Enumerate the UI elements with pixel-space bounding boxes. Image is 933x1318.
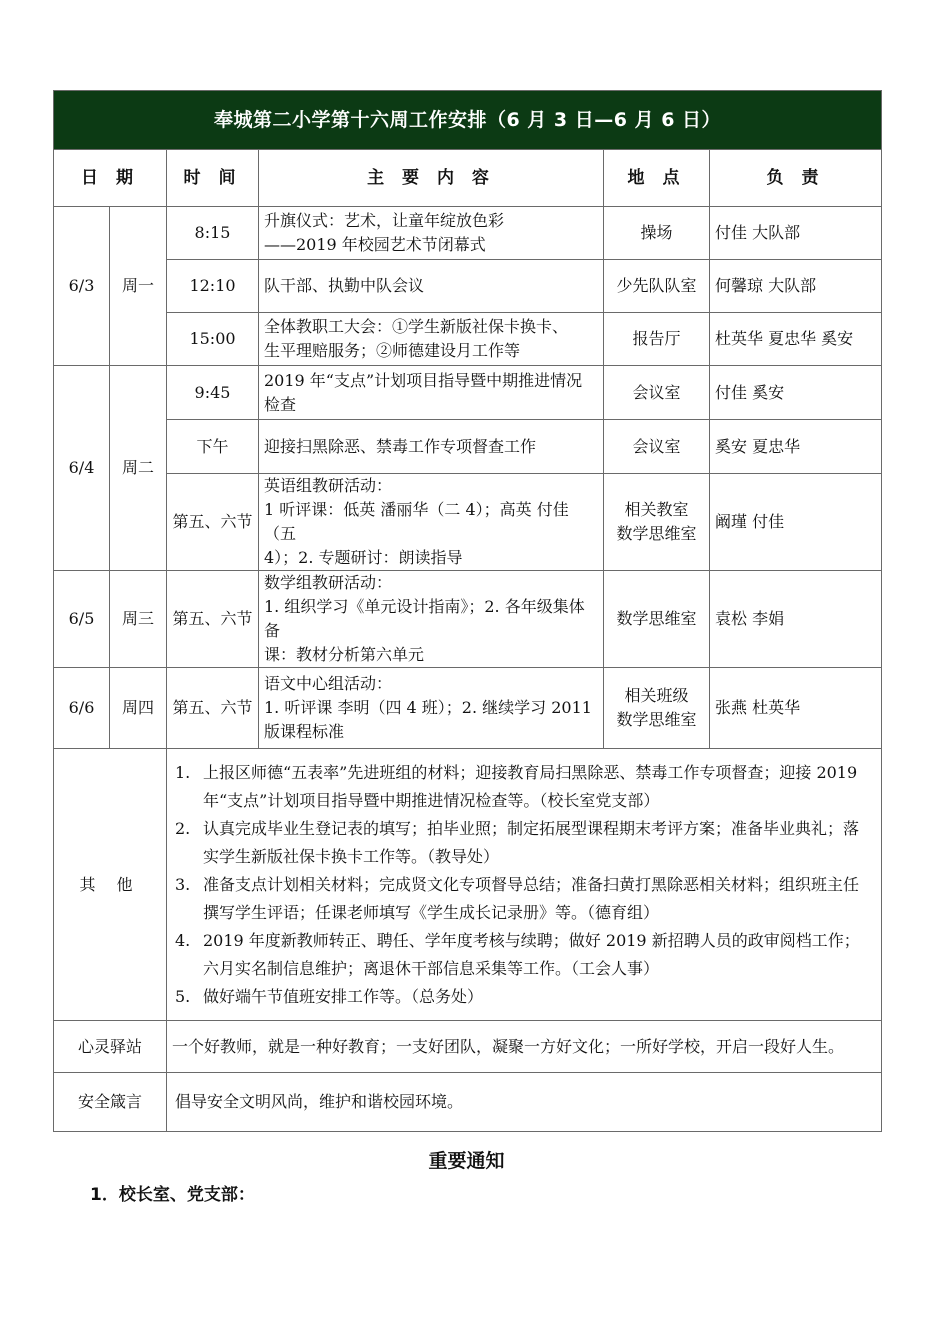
date-cell: 6/6 [54,668,110,749]
table-row [54,207,882,260]
content-cell: 升旗仪式：艺术，让童年绽放色彩 ——2019 年校园艺术节闭幕式 [259,207,604,260]
place-cell: 相关班级 数学思维室 [604,668,710,749]
place-cell: 操场 [604,207,710,260]
list-item: 2. 认真完成毕业生登记表的填写；拍毕业照；制定拓展型课程期末考评方案；准备毕业典礼；落实学生新版社保卡换卡工作等。（教导处） [175,818,860,866]
other-row [54,749,882,1021]
list-item: 5. 做好端午节值班安排工作等。（总务处） [175,986,484,1006]
table-row [54,366,882,420]
owner-cell: 张燕 杜英华 [710,668,882,749]
content-cell: 全体教职工大会：①学生新版社保卡换卡、 生平理赔服务；②师德建设月工作等 [259,313,604,366]
owner-cell: 付佳 奚安 [710,366,882,420]
date-cell: 6/3 [54,207,110,366]
content-cell: 语文中心组活动： 1. 听评课 李明（四 4 班）；2. 继续学习 2011 版课程标准 [259,668,604,749]
schedule-table [53,90,882,1132]
time-cell: 8:15 [167,207,259,260]
owner-cell: 付佳 大队部 [710,207,882,260]
place-cell: 相关教室 数学思维室 [604,474,710,571]
table-row [54,420,882,474]
table-row [54,313,882,366]
table-row [54,474,882,571]
owner-cell: 奚安 夏忠华 [710,420,882,474]
place-cell: 报告厅 [604,313,710,366]
time-cell: 第五、六节 [167,668,259,749]
time-cell: 第五、六节 [167,474,259,571]
weekday-cell: 周三 [110,571,167,668]
time-cell: 第五、六节 [167,571,259,668]
header-place: 地 点 [604,150,710,207]
date-cell: 6/4 [54,366,110,571]
owner-cell: 阚瑾 付佳 [710,474,882,571]
header-date: 日 期 [54,150,167,207]
header-owner: 负 责 [710,150,882,207]
heart-text: 一个好教师，就是一种好教育；一支好团队，凝聚一方好文化；一所好学校，开启一段好人生。 [167,1021,882,1073]
weekday-cell: 周四 [110,668,167,749]
content-cell: 2019 年“支点”计划项目指导暨中期推进情况 检查 [259,366,604,420]
place-cell: 数学思维室 [604,571,710,668]
date-cell: 6/5 [54,571,110,668]
safety-row [54,1073,882,1132]
other-content [167,749,882,1021]
notice-title: 重要通知 [428,1150,505,1172]
time-cell: 12:10 [167,260,259,313]
owner-cell: 何馨琼 大队部 [710,260,882,313]
notice-item: 1．校长室、党支部： [90,1185,255,1205]
header-row [54,150,882,207]
heart-label: 心灵驿站 [54,1021,167,1073]
place-cell: 会议室 [604,366,710,420]
content-cell: 数学组教研活动： 1. 组织学习《单元设计指南》；2. 各年级集体备 课：教材分析第六单元 [259,571,604,668]
weekday-cell: 周二 [110,366,167,571]
weekday-cell: 周一 [110,207,167,366]
content-cell: 队干部、执勤中队会议 [259,260,604,313]
page-title: 奉城第二小学第十六周工作安排（6 月 3 日—6 月 6 日） [54,91,882,150]
place-cell: 会议室 [604,420,710,474]
table-row [54,260,882,313]
list-item: 4. 2019 年度新教师转正、聘任、学年度考核与续聘；做好 2019 新招聘人员的政审阅档工作；六月实名制信息维护；离退休干部信息采集等工作。（工会人事） [175,930,860,978]
owner-cell: 袁松 李娟 [710,571,882,668]
list-item: 3. 准备支点计划相关材料；完成贤文化专项督导总结；准备扫黄打黑除恶相关材料；组织班主任撰写学生评语；任课老师填写《学生成长记录册》等。（德育组） [175,874,860,922]
place-cell: 少先队队室 [604,260,710,313]
content-cell: 迎接扫黑除恶、禁毒工作专项督查工作 [259,420,604,474]
header-time: 时 间 [167,150,259,207]
table-row [54,571,882,668]
content-cell: 英语组教研活动： 1 听评课：低英 潘丽华（二 4）；高英 付佳（五 4）；2. 专题研讨：朗读指导 [259,474,604,571]
owner-cell: 杜英华 夏忠华 奚安 [710,313,882,366]
header-content: 主 要 内 容 [259,150,604,207]
heart-row [54,1021,882,1073]
list-item: 1. 上报区师德“五表率”先进班组的材料；迎接教育局扫黑除恶、禁毒工作专项督查；迎接 2019 年“支点”计划项目指导暨中期推进情况检查等。（校长室党支部） [175,762,858,810]
time-cell: 下午 [167,420,259,474]
time-cell: 15:00 [167,313,259,366]
safety-label: 安全箴言 [54,1073,167,1132]
other-label: 其 他 [54,749,167,1021]
time-cell: 9:45 [167,366,259,420]
safety-text: 倡导安全文明风尚，维护和谐校园环境。 [167,1073,882,1132]
table-row [54,668,882,749]
